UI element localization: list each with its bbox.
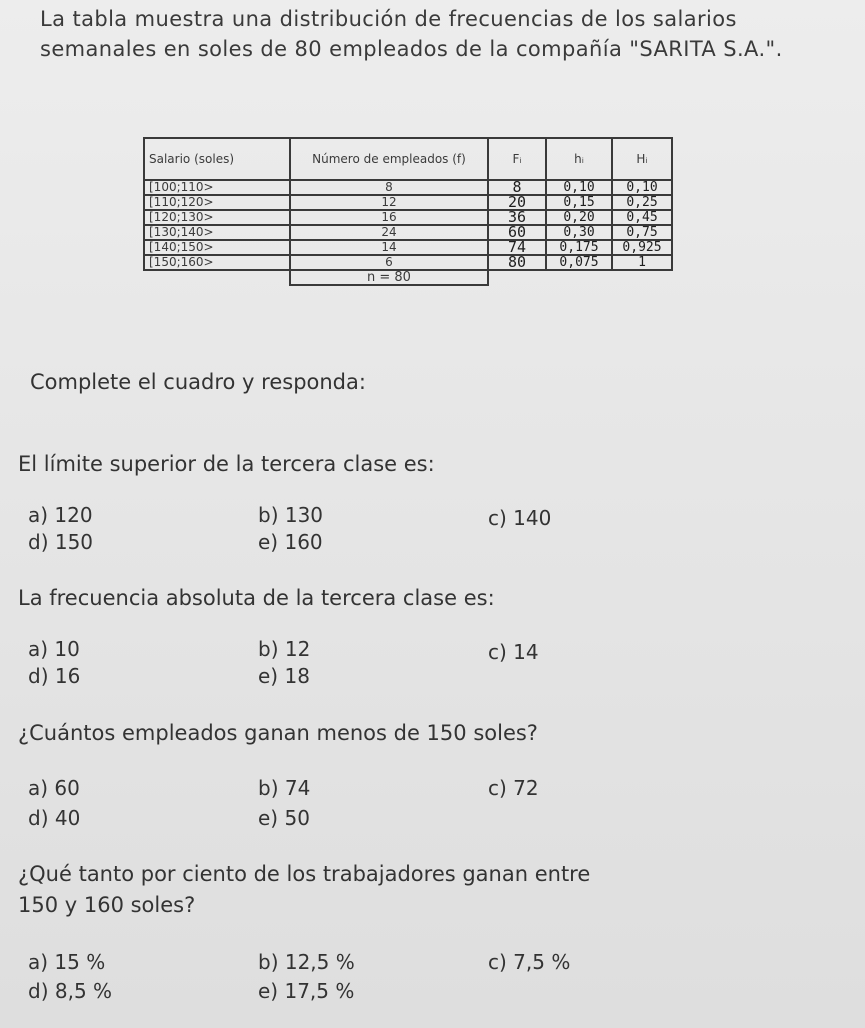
instruction-text: Complete el cuadro y responda: [30,370,366,394]
cell-f: 16 [290,210,488,225]
cell-H: 0,925 [612,240,672,255]
table-header-row [144,138,672,180]
question-2-text: La frecuencia absoluta de la tercera clase es: [18,586,495,610]
cell-H: 0,10 [612,180,672,195]
table-row [144,225,672,240]
q1-option-d[interactable]: d) 150 [28,530,94,554]
cell-f: 14 [290,240,488,255]
cell-F: 80 [488,255,546,270]
header-H: Hᵢ [612,138,672,180]
q2-option-d[interactable]: d) 16 [28,664,81,688]
q1-option-a[interactable]: a) 120 [28,503,93,527]
q4-option-a[interactable]: a) 15 % [28,950,106,974]
question-4-text-line1: ¿Qué tanto por ciento de los trabajadores ganan entre [18,862,591,886]
cell-H: 0,75 [612,225,672,240]
cell-h: 0,30 [546,225,612,240]
cell-h: 0,15 [546,195,612,210]
q4-option-c[interactable]: c) 7,5 % [488,950,571,974]
cell-interval: [150;160> [144,255,290,270]
table-row [144,210,672,225]
total-spacer [612,270,672,285]
cell-h: 0,175 [546,240,612,255]
header-F: Fᵢ [488,138,546,180]
table-row [144,255,672,270]
q1-option-c[interactable]: c) 140 [488,506,552,530]
header-f-label: (f) [452,151,466,166]
question-3-text: ¿Cuántos empleados ganan menos de 150 soles? [18,721,538,745]
table-total-row [144,270,672,285]
cell-H: 0,45 [612,210,672,225]
header-h: hᵢ [546,138,612,180]
q1-option-b[interactable]: b) 130 [258,503,324,527]
q2-option-b[interactable]: b) 12 [258,637,311,661]
table-row [144,195,672,210]
cell-F: 8 [488,180,546,195]
cell-h: 0,20 [546,210,612,225]
cell-f: 24 [290,225,488,240]
cell-interval: [100;110> [144,180,290,195]
question-1-text: El límite superior de la tercera clase es: [18,452,435,476]
q2-option-c[interactable]: c) 14 [488,640,539,664]
cell-F: 20 [488,195,546,210]
q3-option-e[interactable]: e) 50 [258,806,310,830]
frequency-table [143,137,673,286]
cell-f: 12 [290,195,488,210]
intro-paragraph: La tabla muestra una distribución de frecuencias de los salarios semanales en soles de 80 empleados de la compañía "SARITA S.A.". [40,7,783,61]
cell-total: n = 80 [290,270,488,285]
q1-option-e[interactable]: e) 160 [258,530,323,554]
cell-h: 0,10 [546,180,612,195]
total-spacer [546,270,612,285]
table-row [144,240,672,255]
cell-H: 1 [612,255,672,270]
cell-F: 74 [488,240,546,255]
q4-option-b[interactable]: b) 12,5 % [258,950,355,974]
cell-F: 60 [488,225,546,240]
cell-f: 6 [290,255,488,270]
q4-option-e[interactable]: e) 17,5 % [258,979,355,1003]
cell-interval: [140;150> [144,240,290,255]
header-salario: Salario (soles) [144,138,290,180]
q4-option-d[interactable]: d) 8,5 % [28,979,113,1003]
cell-interval: [110;120> [144,195,290,210]
q3-option-c[interactable]: c) 72 [488,776,539,800]
cell-interval: [130;140> [144,225,290,240]
table-row [144,180,672,195]
header-numero-label: Número de empleados [312,151,449,166]
q3-option-d[interactable]: d) 40 [28,806,81,830]
cell-f: 8 [290,180,488,195]
header-numero-empleados [290,138,488,180]
cell-H: 0,25 [612,195,672,210]
q2-option-e[interactable]: e) 18 [258,664,310,688]
cell-h: 0,075 [546,255,612,270]
cell-F: 36 [488,210,546,225]
q3-option-a[interactable]: a) 60 [28,776,80,800]
total-spacer [144,270,290,285]
cell-interval: [120;130> [144,210,290,225]
q2-option-a[interactable]: a) 10 [28,637,80,661]
question-4-text-line2: 150 y 160 soles? [18,893,196,917]
total-spacer [488,270,546,285]
q3-option-b[interactable]: b) 74 [258,776,311,800]
